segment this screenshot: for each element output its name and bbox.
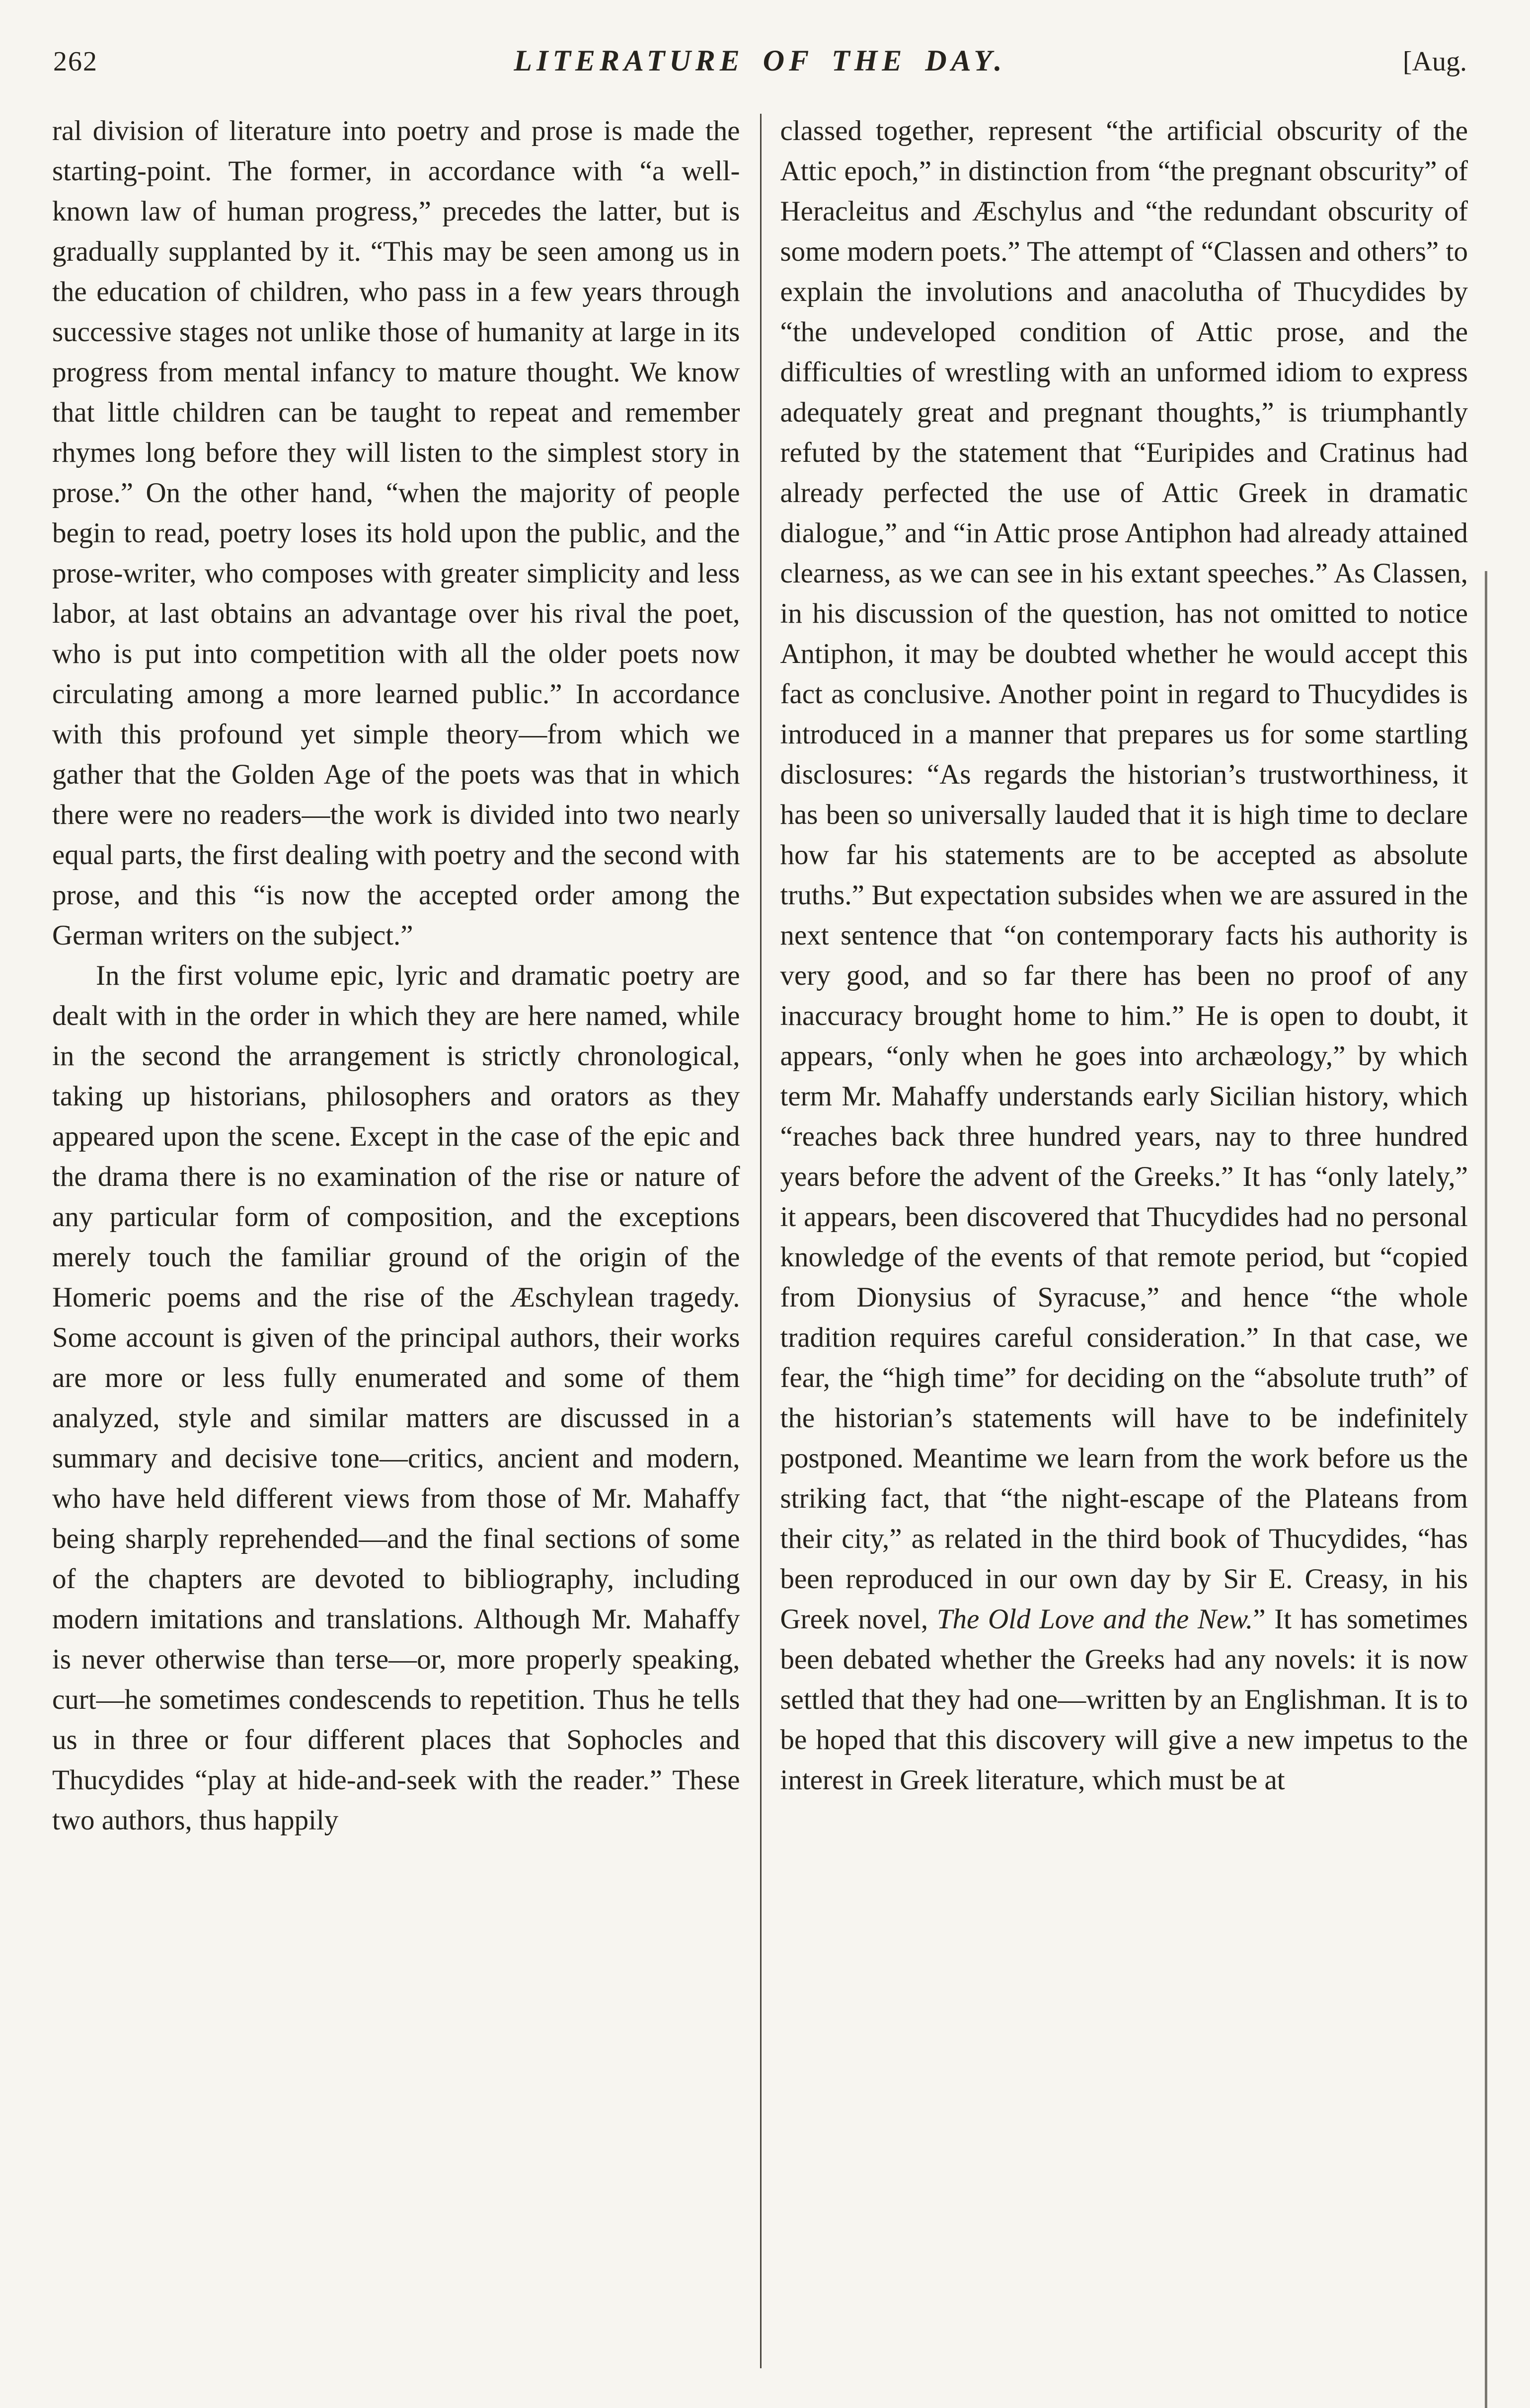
running-head <box>52 44 1468 78</box>
right-column-text-after-italic: ” It has sometimes been debated whether the Greeks had any novels: it is now settled that they had one—written by an Englishman. It is to be hoped that this discovery will give a new impetus to the interest in Greek literature, which must be at <box>780 1604 1468 1796</box>
page-number: 262 <box>53 46 98 77</box>
month-label: [Aug. <box>1402 46 1467 77</box>
left-column-paragraph-2: In the first volume epic, lyric and dramatic poetry are dealt with in the order in which they are here named, while in the second the arrangement is strictly chronological, taking up historians, philosophers and orators as they appeared upon the scene. Except in the case of the epic and the drama there is no examination of the rise or nature of any particular form of composition, and the exceptions merely touch the familiar ground of the origin of the Homeric poems and the rise of the Æschylean tragedy. Some account is given of the principal authors, their works are more or less fully enumerated and some of them analyzed, style and similar matters are discussed in a summary and decisive tone—critics, ancient and modern, who have held different views from those of Mr. Mahaffy being sharply reprehended—and the final sections of some of the chapters are devoted to bibliography, including modern imitations and translations. Although Mr. Mahaffy is never otherwise than terse—or, more properly speaking, curt—he sometimes condescends to repetition. Thus he tells us in three or four different places that Sophocles and Thucydides “play at hide-and-seek with the reader.” These two authors, thus happily <box>52 960 740 1836</box>
column-divider-rule <box>760 114 762 2368</box>
journal-title: LITERATURE OF THE DAY. <box>514 44 1006 77</box>
text-columns <box>52 111 1468 2368</box>
right-column-text-before-italic: classed together, represent “the artificial obscurity of the Attic epoch,” in distinction from “the pregnant obscurity” of Heracleitus and Æschylus and “the redundant obscurity of some modern poets.” The attempt of “Classen and others” to explain the involutions and anacolutha of Thucydides by “the undeveloped condition of Attic prose, and the difficulties of wrestling with an unformed idiom to express adequately great and pregnant thoughts,” is triumphantly refuted by the statement that “Euripides and Cratinus had already perfected the use of Attic Greek in dramatic dialogue,” and “in Attic prose Antiphon had already attained clearness, as we can see in his extant speeches.” As Classen, in his discussion of the question, has not omitted to notice Antiphon, it may be doubted whether he would accept this fact as conclusive. Another point in regard to Thucydides is introduced in a manner that prepares us for some startling disclosures: “As regards the historian’s trustworthiness, it has been so universally lauded that it is high time to declare how far his statements are to be accepted as absolute truths.” But expectation subsides when we are assured in the next sentence that “on contemporary facts his authority is very good, and so far there has been no proof of any inaccuracy brought home to him.” He is open to doubt, it appears, “only when he goes into archæology,” by which term Mr. Mahaffy understands early Sicilian history, which “reaches back three hundred years, nay to three hundred years before the advent of the Greeks.” It has “only lately,” it appears, been discovered that Thucydides had no personal knowledge of the events of that remote period, but “copied from Dionysius of Syracuse,” and hence “the whole tradition requires careful consideration.” In that case, we fear, the “high time” for deciding on the “absolute truth” of the historian’s statements will have to be indefinitely postponed. Meantime we learn from the work before us the striking fact, that “the night-escape of the Plateans from their city,” as related in the third book of Thucydides, “has been reproduced in our own day by Sir E. Creasy, in his Greek novel, <box>780 115 1468 1635</box>
right-column-paragraph <box>780 111 1468 1800</box>
right-column <box>780 111 1468 2368</box>
left-column-paragraph-1: ral division of literature into poetry and prose is made the starting-point. The former, in accordance with “a well-known law of human progress,” precedes the latter, but is gradually supplanted by it. “This may be seen among us in the education of children, who pass in a few years through successive stages not unlike those of humanity at large in its progress from mental infancy to mature thought. We know that little children can be taught to repeat and remember rhymes long before they will listen to the simplest story in prose.” On the other hand, “when the majority of people begin to read, poetry loses its hold upon the public, and the prose-writer, who composes with greater simplicity and less labor, at last obtains an advantage over his rival the poet, who is put into competition with all the older poets now circulating among a more learned public.” In accordance with this profound yet simple theory—from which we gather that the Golden Age of the poets was that in which there were no readers—the work is divided into two nearly equal parts, the first dealing with poetry and the second with prose, and this “is now the accepted order among the German writers on the subject.” <box>52 115 740 951</box>
left-column <box>52 111 740 2368</box>
book-title-italic: The Old Love and the New. <box>936 1604 1253 1635</box>
scanned-page <box>52 44 1468 2368</box>
scan-edge-artifact-line <box>1485 571 1487 2408</box>
